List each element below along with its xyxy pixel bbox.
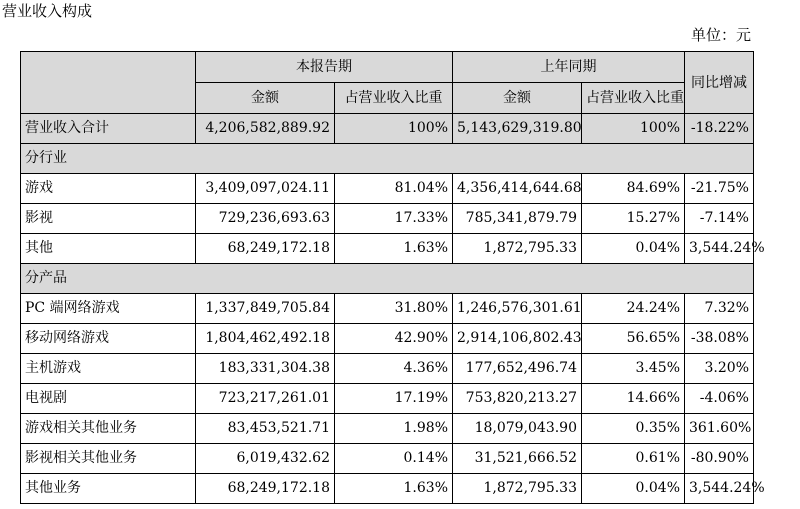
prev-ratio-cell: 56.65% (582, 324, 685, 354)
yoy-cell: -7.14% (685, 204, 754, 234)
row-label: 游戏相关其他业务 (21, 414, 196, 444)
section-product (21, 264, 754, 294)
header-cur-amount: 金额 (196, 83, 335, 114)
header-yoy: 同比增减 (685, 52, 754, 114)
prev-ratio-cell: 14.66% (582, 384, 685, 414)
cur-ratio-cell: 0.14% (335, 444, 453, 474)
row-label: PC 端网络游戏 (21, 294, 196, 324)
cur-amount-cell: 1,804,462,492.18 (196, 324, 335, 354)
yoy-cell: -38.08% (685, 324, 754, 354)
yoy-cell: 7.32% (685, 294, 754, 324)
cur-amount-cell: 68,249,172.18 (196, 474, 335, 504)
prev-amount-cell: 5,143,629,319.80 (453, 114, 582, 144)
cur-amount-cell: 4,206,582,889.92 (196, 114, 335, 144)
prev-amount-cell: 31,521,666.52 (453, 444, 582, 474)
row-label: 电视剧 (21, 384, 196, 414)
table-row (21, 414, 754, 444)
prev-ratio-cell: 3.45% (582, 354, 685, 384)
table-body (21, 52, 765, 504)
yoy-cell: -80.90% (685, 444, 754, 474)
table-row (21, 234, 754, 264)
cur-ratio-cell: 1.63% (335, 234, 453, 264)
table-row (21, 474, 754, 504)
prev-ratio-cell: 24.24% (582, 294, 685, 324)
prev-amount-cell: 1,872,795.33 (453, 234, 582, 264)
prev-amount-cell: 785,341,879.79 (453, 204, 582, 234)
unit-label: 单位：元 (690, 26, 751, 44)
revenue-table (20, 51, 765, 504)
page-title: 营业收入构成 (2, 2, 93, 20)
cur-amount-cell: 183,331,304.38 (196, 354, 335, 384)
prev-amount-cell: 1,872,795.33 (453, 474, 582, 504)
table-row (21, 384, 754, 414)
yoy-cell: -18.22% (685, 114, 754, 144)
cur-amount-cell: 6,019,432.62 (196, 444, 335, 474)
yoy-cell: 3,544.24% (685, 234, 754, 264)
cur-ratio-cell: 100% (335, 114, 453, 144)
section-industry-label: 分行业 (21, 144, 754, 174)
cur-ratio-cell: 1.98% (335, 414, 453, 444)
row-label: 游戏 (21, 174, 196, 204)
table-row (21, 324, 754, 354)
cur-ratio-cell: 4.36% (335, 354, 453, 384)
row-label: 其他业务 (21, 474, 196, 504)
prev-ratio-cell: 15.27% (582, 204, 685, 234)
header-same-period-last-year: 上年同期 (453, 52, 685, 83)
table-row (21, 114, 754, 144)
cur-ratio-cell: 42.90% (335, 324, 453, 354)
prev-amount-cell: 18,079,043.90 (453, 414, 582, 444)
header-prev-ratio: 占营业收入比重 (582, 83, 685, 114)
row-label: 影视 (21, 204, 196, 234)
cur-ratio-cell: 17.33% (335, 204, 453, 234)
cur-amount-cell: 68,249,172.18 (196, 234, 335, 264)
cur-amount-cell: 729,236,693.63 (196, 204, 335, 234)
table-row (21, 204, 754, 234)
cur-ratio-cell: 1.63% (335, 474, 453, 504)
header-current-period: 本报告期 (196, 52, 453, 83)
row-label: 移动网络游戏 (21, 324, 196, 354)
prev-amount-cell: 177,652,496.74 (453, 354, 582, 384)
prev-amount-cell: 4,356,414,644.68 (453, 174, 582, 204)
row-label: 其他 (21, 234, 196, 264)
section-industry (21, 144, 754, 174)
cur-ratio-cell: 31.80% (335, 294, 453, 324)
table-row (21, 444, 754, 474)
cur-amount-cell: 3,409,097,024.11 (196, 174, 335, 204)
prev-ratio-cell: 84.69% (582, 174, 685, 204)
yoy-cell: -4.06% (685, 384, 754, 414)
prev-ratio-cell: 0.04% (582, 234, 685, 264)
yoy-cell: 361.60% (685, 414, 754, 444)
header-cur-ratio: 占营业收入比重 (335, 83, 453, 114)
cur-amount-cell: 1,337,849,705.84 (196, 294, 335, 324)
cur-amount-cell: 83,453,521.71 (196, 414, 335, 444)
header-row-top (21, 52, 754, 83)
prev-amount-cell: 2,914,106,802.43 (453, 324, 582, 354)
prev-ratio-cell: 100% (582, 114, 685, 144)
header-prev-amount: 金额 (453, 83, 582, 114)
row-label: 营业收入合计 (21, 114, 196, 144)
yoy-cell: 3,544.24% (685, 474, 754, 504)
prev-ratio-cell: 0.04% (582, 474, 685, 504)
row-label: 主机游戏 (21, 354, 196, 384)
yoy-cell: -21.75% (685, 174, 754, 204)
yoy-cell: 3.20% (685, 354, 754, 384)
table-row (21, 354, 754, 384)
table-row (21, 174, 754, 204)
row-label: 影视相关其他业务 (21, 444, 196, 474)
cur-amount-cell: 723,217,261.01 (196, 384, 335, 414)
table-row (21, 294, 754, 324)
prev-ratio-cell: 0.35% (582, 414, 685, 444)
section-product-label: 分产品 (21, 264, 754, 294)
prev-ratio-cell: 0.61% (582, 444, 685, 474)
cur-ratio-cell: 17.19% (335, 384, 453, 414)
prev-amount-cell: 753,820,213.27 (453, 384, 582, 414)
header-blank (21, 52, 196, 114)
cur-ratio-cell: 81.04% (335, 174, 453, 204)
prev-amount-cell: 1,246,576,301.61 (453, 294, 582, 324)
